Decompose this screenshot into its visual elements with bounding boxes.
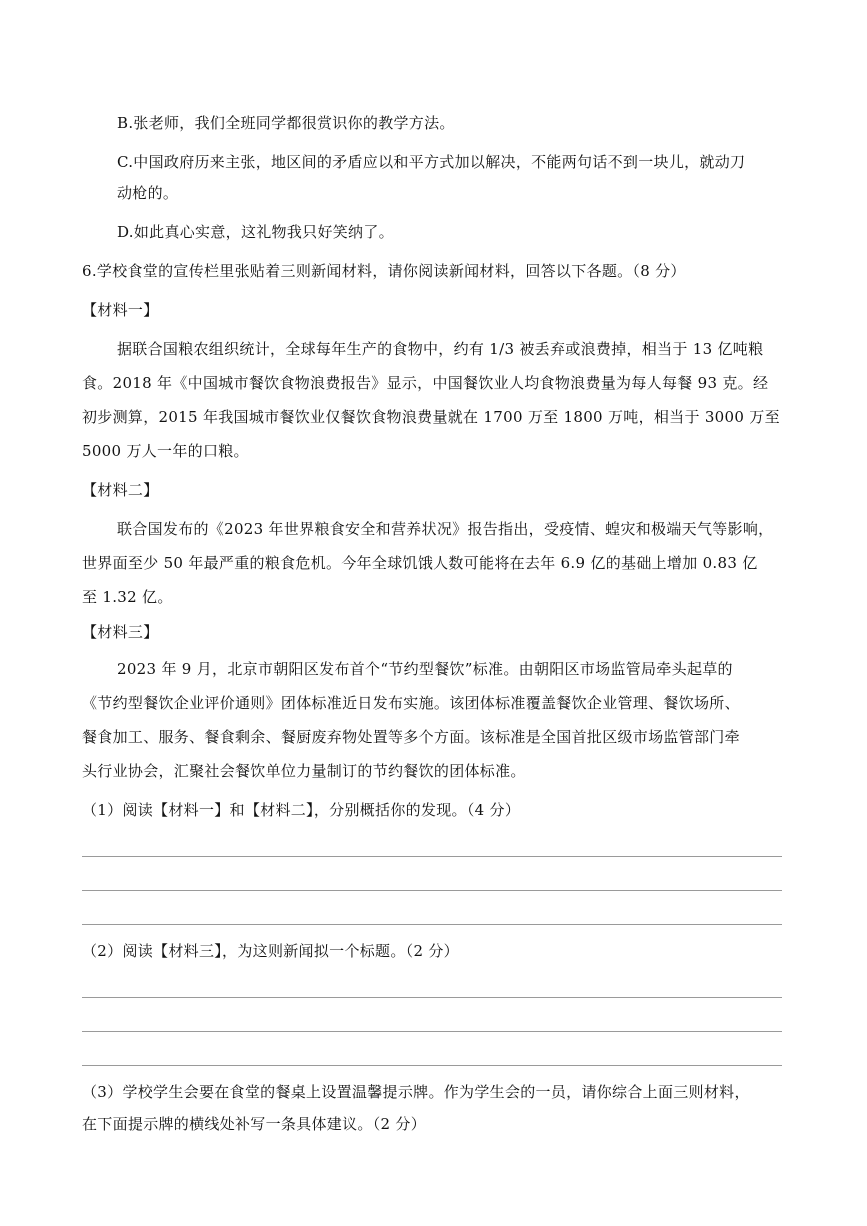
material2-line: 联合国发布的《2023 年世界粮食安全和营养状况》报告指出，受疫情、蝗灾和极端天气等影响， [117,520,774,538]
option-c-line1: C.中国政府历来主张，地区间的矛盾应以和平方式加以解决，不能两句话不到一块儿，就动刀 [117,153,746,171]
option-c-line2: 动枪的。 [117,184,179,202]
subquestion-3-line2: 在下面提示牌的横线处补写一条具体建议。（2 分） [82,1115,427,1133]
material1-line: 据联合国粮农组织统计，全球每年生产的食物中，约有 1/3 被丢弃或浪费掉，相当于 13 亿吨粮 [117,340,764,358]
answer-line[interactable] [82,1031,782,1032]
question-stem: 6.学校食堂的宣传栏里张贴着三则新闻材料，请你阅读新闻材料，回答以下各题。（8 分） [82,262,686,280]
subquestion-1: （1）阅读【材料一】和【材料二】，分别概括你的发现。（4 分） [82,801,521,819]
material3-line: 餐食加工、服务、餐食剩余、餐厨废弃物处置等多个方面。该标准是全国首批区级市场监管部门牵 [82,728,740,746]
option-d: D.如此真心实意，这礼物我只好笑纳了。 [117,223,394,241]
answer-line[interactable] [82,924,782,925]
subquestion-2: （2）阅读【材料三】，为这则新闻拟一个标题。（2 分） [82,942,459,960]
material1-line: 5000 万人一年的口粮。 [82,442,249,460]
answer-line[interactable] [82,856,782,857]
material3-line: 《节约型餐饮企业评价通则》团体标准近日发布实施。该团体标准覆盖餐饮企业管理、餐饮场所、 [82,694,740,712]
material2-line: 世界面至少 50 年最严重的粮食危机。今年全球饥饿人数可能将在去年 6.9 亿的基础上增加 0.83 亿 [82,554,758,572]
material1-line: 食。2018 年《中国城市餐饮食物浪费报告》显示，中国餐饮业人均食物浪费量为每人每餐 93 克。经 [82,374,769,392]
option-b: B.张老师，我们全班同学都很赏识你的教学方法。 [117,114,455,132]
material2-line: 至 1.32 亿。 [82,588,173,606]
material1-heading: 【材料一】 [82,301,159,319]
subquestion-3-line1: （3）学校学生会要在食堂的餐桌上设置温馨提示牌。作为学生会的一员，请你综合上面三则材料， [82,1083,750,1101]
answer-line[interactable] [82,1065,782,1066]
material2-heading: 【材料二】 [82,481,159,499]
answer-line[interactable] [82,890,782,891]
material3-line: 头行业协会，汇聚社会餐饮单位力量制订的节约餐饮的团体标准。 [82,762,526,780]
material3-line: 2023 年 9 月，北京市朝阳区发布首个“节约型餐饮”标准。由朝阳区市场监管局牵头起草的 [117,660,733,678]
material3-heading: 【材料三】 [82,623,159,641]
answer-line[interactable] [82,997,782,998]
material1-line: 初步测算，2015 年我国城市餐饮业仅餐饮食物浪费量就在 1700 万至 1800 万吨，相当于 3000 万至 [82,408,780,426]
